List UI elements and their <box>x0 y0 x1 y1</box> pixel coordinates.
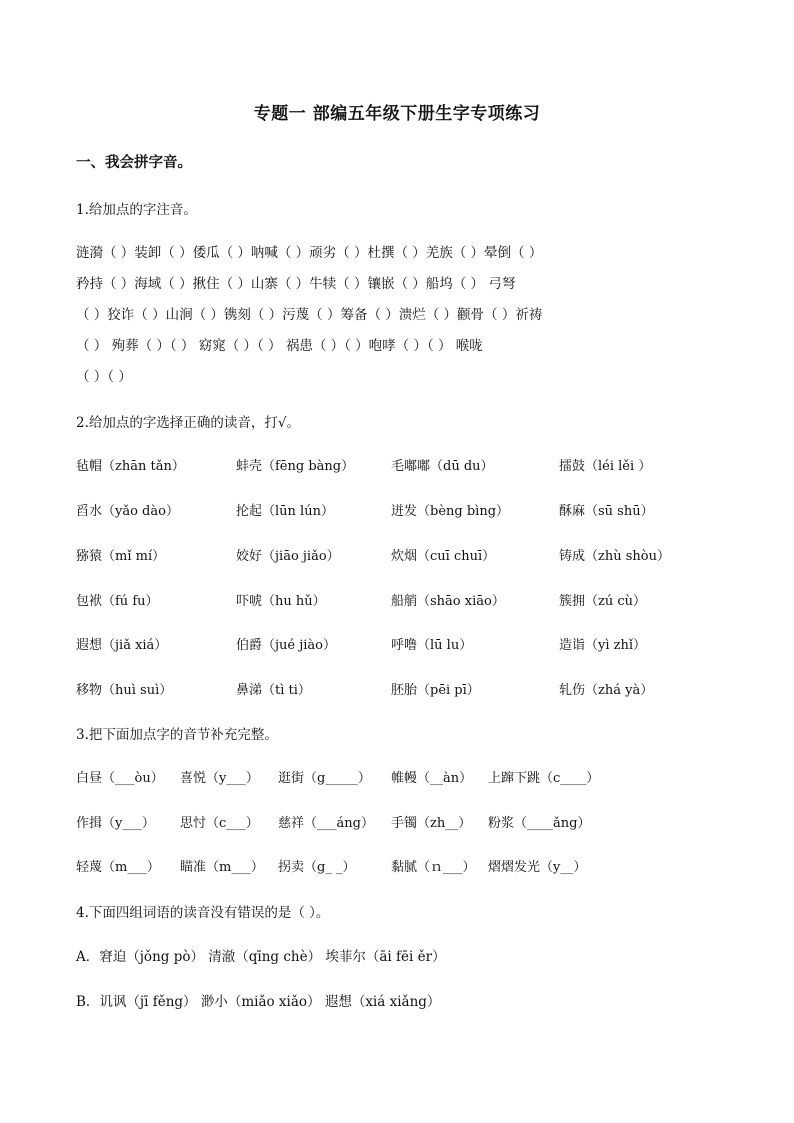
q2-item: 猕猿（mǐ mí） <box>76 549 166 564</box>
question-3-prompt: 3.把下面加点字的音节补充完整。 <box>76 727 278 743</box>
q1-line: （ ）（ ） <box>76 369 132 385</box>
q3-row <box>76 767 716 787</box>
q3-item: 粉浆（____ǎng） <box>488 816 591 831</box>
q2-item: 呼噜（lū lu） <box>391 638 473 653</box>
q2-row <box>76 500 716 520</box>
question-2-prompt: 2.给加点的字选择正确的读音，打√。 <box>76 415 300 431</box>
question-1-prompt: 1.给加点的字注音。 <box>76 202 197 218</box>
q2-item: 鼻涕（tì ti） <box>236 683 311 698</box>
q2-item: 毡帽（zhān tǎn） <box>76 459 185 474</box>
question-4-prompt: 4.下面四组词语的读音没有错误的是（ ）。 <box>76 905 330 921</box>
q1-line: （ ） 殉葬（ ）（ ） 窈窕（ ）（ ） 祸患（ ）（ ）咆哮（ ）（ ） 喉咙 <box>76 338 483 354</box>
q4-option-a: A．窘迫（jǒng pò） 清澈（qīng chè） 埃菲尔（āi fēi ěr） <box>76 949 446 965</box>
q2-item: 姣好（jiāo jiǎo） <box>236 549 340 564</box>
q2-item: 伯爵（jué jiào） <box>236 638 336 653</box>
q3-item: 轻蔑（m___） <box>76 860 160 875</box>
q1-line: 涟漪（ ）装卸（ ）倭瓜（ ）呐喊（ ）顽劣（ ）杜撰（ ）羌族（ ）晕倒（ ） <box>76 245 543 261</box>
q3-item: 思忖（c___） <box>180 816 259 831</box>
q3-item: 作揖（y___） <box>76 816 155 831</box>
q2-item: 包袱（fú fu） <box>76 594 159 609</box>
q2-item: 酥麻（sū shū） <box>559 504 654 519</box>
q3-row <box>76 856 716 876</box>
q2-row <box>76 679 716 699</box>
q2-item: 造诣（yì zhǐ） <box>559 638 647 653</box>
q1-line: （ ）狡诈（ ）山涧（ ）镌刻（ ）污蔑（ ）筹备（ ）溃烂（ ）颧骨（ ）祈祷 <box>76 307 543 323</box>
q2-item: 轧伤（zhá yà） <box>559 683 654 698</box>
q2-item: 擂鼓（léi lěi ） <box>559 459 652 474</box>
section-heading: 一、我会拼字音。 <box>76 154 192 171</box>
q3-item: 帷幔（__àn） <box>391 771 473 786</box>
q1-line: 矜持（ ）海域（ ）揪住（ ）山寨（ ）牛犊（ ）镶嵌（ ）船坞（ ） 弓弩 <box>76 276 516 292</box>
q3-item: 黏腻（ｎ___） <box>391 860 476 875</box>
q2-item: 船艄（shāo xiāo） <box>391 594 505 609</box>
q2-row <box>76 590 716 610</box>
q3-row <box>76 812 716 832</box>
q4-option-b: B．讥讽（jī fěng） 渺小（miǎo xiǎo） 遐想（xiá xiǎng） <box>76 994 441 1010</box>
q2-row <box>76 545 716 565</box>
q3-item: 白昼（___òu） <box>76 771 164 786</box>
q2-item: 抡起（lūn lún） <box>236 504 334 519</box>
q3-item: 慈祥（___áng） <box>278 816 374 831</box>
q2-item: 吓唬（hu hǔ） <box>236 594 326 609</box>
q2-item: 炊烟（cuī chuī） <box>391 549 496 564</box>
q2-row <box>76 634 716 654</box>
q2-item: 移物（huì suì） <box>76 683 173 698</box>
q2-item: 蚌壳（fēng bàng） <box>236 459 355 474</box>
page-title: 专题一 部编五年级下册生字专项练习 <box>253 104 541 124</box>
q2-item: 铸成（zhù shòu） <box>559 549 670 564</box>
q2-item: 毛嘟嘟（dū du） <box>391 459 494 474</box>
q3-item: 熠熠发光（y__） <box>488 860 587 875</box>
q3-item: 喜悦（y___） <box>180 771 259 786</box>
q2-item: 舀水（yǎo dào） <box>76 504 179 519</box>
q2-item: 簇拥（zú cù） <box>559 594 647 609</box>
q3-item: 瞄准（m___） <box>180 860 264 875</box>
q3-item: 上蹿下跳（c____） <box>488 771 600 786</box>
q2-item: 遐想（jiǎ xiá） <box>76 638 168 653</box>
q3-item: 手镯（zh__） <box>391 816 472 831</box>
q2-row <box>76 455 716 475</box>
q2-item: 迸发（bèng bìng） <box>391 504 510 519</box>
q3-item: 拐卖（g_ _） <box>278 860 356 875</box>
q3-item: 逛街（g_____） <box>278 771 371 786</box>
q2-item: 胚胎（pēi pī） <box>391 683 480 698</box>
